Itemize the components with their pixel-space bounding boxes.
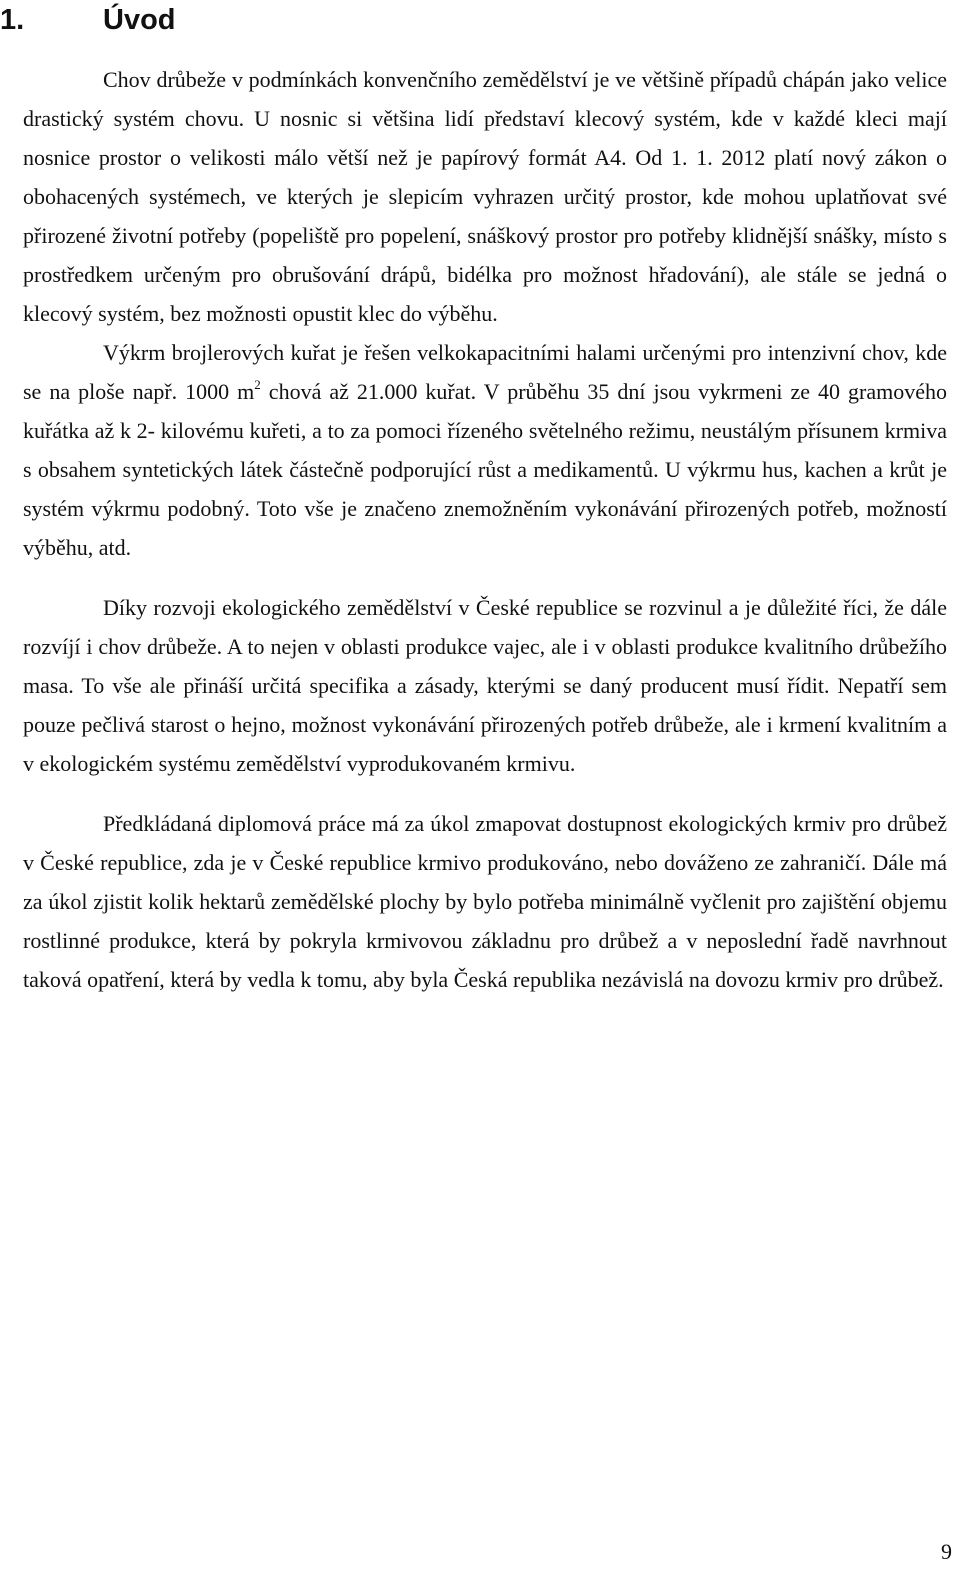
unit-exponent: 2	[254, 377, 261, 392]
page-number: 9	[941, 1539, 952, 1564]
paragraph-broiler-fattening	[23, 333, 947, 567]
paragraph-conventional-farming: Chov drůbeže v podmínkách konvenčního zemědělství je ve většině případů chápán jako velice drastický systém chovu. U nosnic si většina lidí představí klecový systém, kde v každé kleci mají nosnice prostor o velikosti málo větší než je papírový formát A4. Od 1. 1. 2012 platí nový zákon o obohacených systémech, ve kterých je slepicím vyhrazen určitý prostor, kde mohou uplatňovat své přirozené životní potřeby (popeliště pro popelení, snáškový prostor pro potřeby klidnější snášky, místo s prostředkem určeným pro obrušování drápů, bidélka pro možnost hřadování), ale stále se jedná o klecový systém, bez možnosti opustit klec do výběhu.	[23, 67, 947, 326]
broiler-text-before: Výkrm brojlerových kuřat je řešen velkokapacitními halami určenými pro intenzivní chov, kde se na ploše např. 1000 m	[23, 340, 947, 404]
chapter-number: 1.	[0, 4, 25, 36]
chapter-title: Úvod	[103, 4, 176, 36]
paragraph-organic-farming: Díky rozvoji ekologického zemědělství v České republice se rozvinul a je důležité říci, že dále rozvíjí i chov drůbeže. A to nejen v oblasti produkce vajec, ale i v oblasti produkce kvalitního drůbežího masa. To vše ale přináší určitá specifika a zásady, kterými se daný producent musí řídit. Nepatří sem pouze pečlivá starost o hejno, možnost vykonávání přirozených potřeb drůbeže, ale i krmení kvalitním a v ekologickém systému zemědělství vyprodukovaném krmivu.	[23, 595, 947, 776]
paragraph-thesis-aim: Předkládaná diplomová práce má za úkol zmapovat dostupnost ekologických krmiv pro drůbež v České republice, zda je v České republice krmivo produkováno, nebo dováženo ze zahraničí. Dále má za úkol zjistit kolik hektarů zemědělské plochy by bylo potřeba minimálně vyčlenit pro zajištění objemu rostlinné produkce, která by pokryla krmivovou základnu pro drůbež a v neposlední řadě navrhnout taková opatření, která by vedla k tomu, aby byla Česká republika nezávislá na dovozu krmiv pro drůbež.	[23, 811, 947, 992]
body-text	[23, 60, 947, 999]
broiler-text-after: chová až 21.000 kuřat. V průběhu 35 dní jsou vykrmeni ze 40 gramového kuřátka až k 2- kilovému kuřeti, a to za pomoci řízeného světelného režimu, neustálým přísunem krmiva s obsahem syntetických látek částečně podporující růst a medikamentů. U výkrmu hus, kachen a krůt je systém výkrmu podobný. Toto vše je značeno znemožněním vykonávání přirozených potřeb, možností výběhu, atd.	[23, 379, 947, 560]
